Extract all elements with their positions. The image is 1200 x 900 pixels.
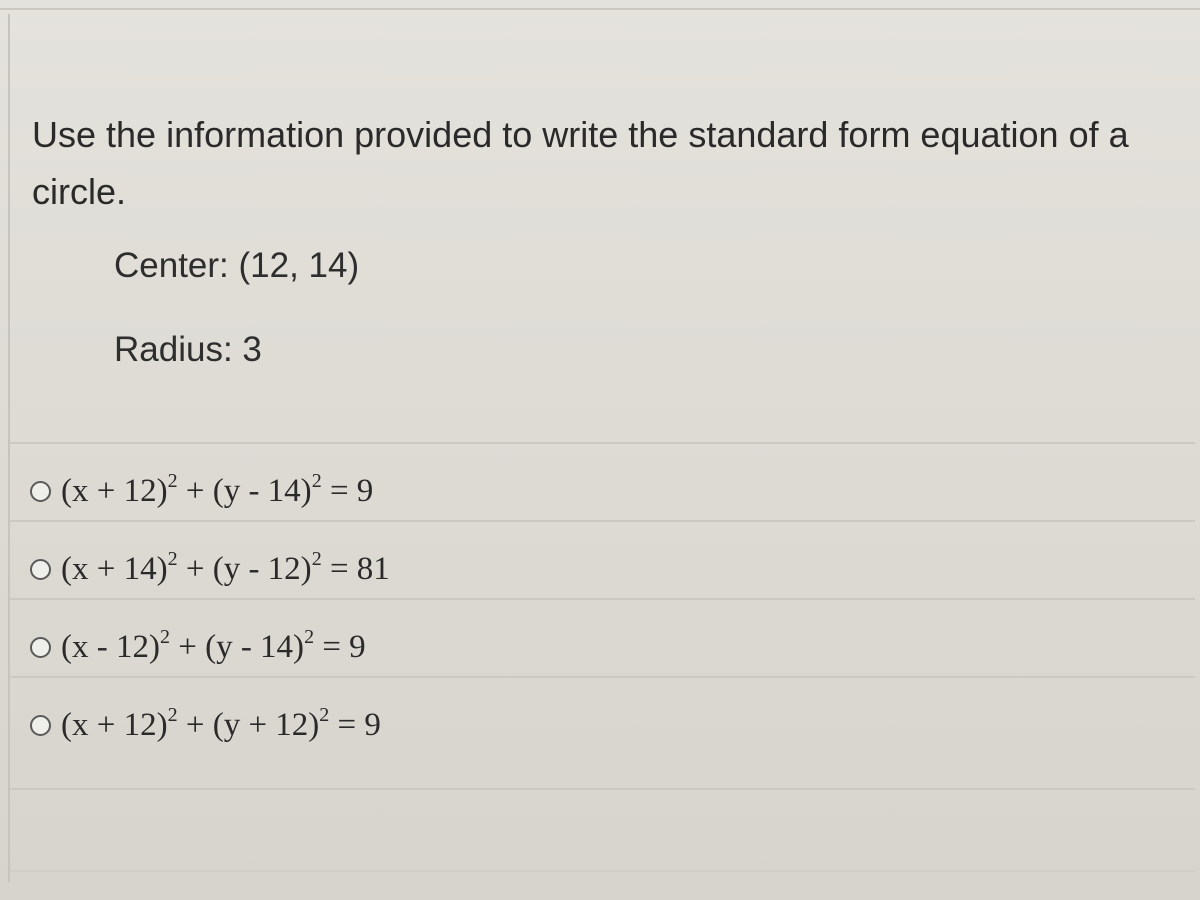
choice-divider xyxy=(10,598,1195,600)
answer-option-3[interactable] xyxy=(30,622,366,672)
radio-button-icon[interactable] xyxy=(30,559,51,580)
question-text: Use the information provided to write the standard form equation of a circle. xyxy=(32,114,1129,212)
panel-bottom-border xyxy=(10,870,1195,872)
answer-option-2[interactable] xyxy=(30,544,390,594)
answer-option-4[interactable] xyxy=(30,700,381,750)
choice-divider xyxy=(10,520,1195,522)
answer-option-2-text: $(x + 14)^2 + (y - 12)^2 = 81$ xyxy=(61,547,390,587)
choice-divider xyxy=(10,676,1195,678)
radius-info: Radius: 3 xyxy=(114,330,262,369)
radio-button-icon[interactable] xyxy=(30,481,51,502)
radio-button-icon[interactable] xyxy=(30,715,51,736)
answer-option-3-text: (x - 12)$^2$ + (y - 14)$^2$ = 9 xyxy=(61,625,366,665)
choices-bottom-divider xyxy=(10,788,1195,790)
answer-option-1[interactable] xyxy=(30,466,373,516)
answer-option-1-text: $(x + 12)^2 + (y - 14)^2 = 9$ xyxy=(61,469,374,509)
choices-top-divider xyxy=(10,442,1195,444)
radio-button-icon[interactable] xyxy=(30,637,51,658)
answer-option-4-text: $(x + 12)^2 + (y + 12)^2 = 9$ xyxy=(61,703,381,743)
top-border xyxy=(0,8,1200,10)
center-info: Center: (12, 14) xyxy=(114,246,360,285)
